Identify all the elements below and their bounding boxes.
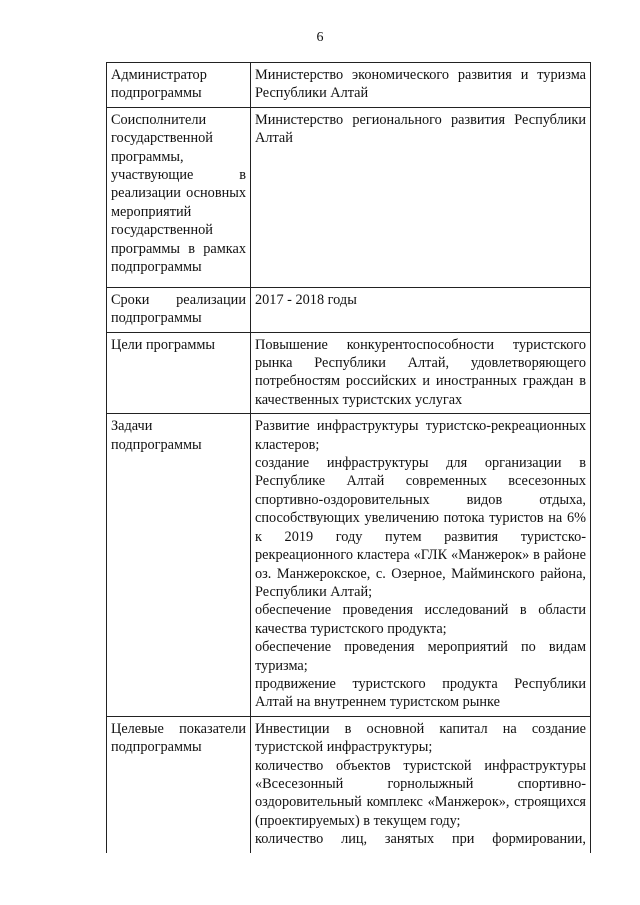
paragraph: продвижение туристского продукта Республики Алтай на внутреннем туристском рынке [255, 675, 586, 711]
row-label-period: Сроки реализации подпрограммы [107, 287, 251, 332]
paragraph: Инвестиции в основной капитал на создание туристской инфраструктуры; [255, 720, 586, 756]
row-label-indicators: Целевые показатели подпрограммы [107, 716, 251, 852]
table-row [107, 414, 591, 717]
table-row [107, 287, 591, 332]
table-row [107, 107, 591, 287]
paragraph: Министерство экономического развития и туризма Республики Алтай [255, 67, 586, 102]
row-value-goals [251, 332, 591, 414]
paragraph: обеспечение проведения исследований в области качества туристского продукта; [255, 602, 586, 637]
row-value-administrator [251, 63, 591, 108]
row-label-co-executors: Соисполнители государственной программы, участвующие в реализации основных мероприятий государственной программы в рамках подпрограммы [107, 107, 251, 287]
table-row [107, 716, 591, 852]
paragraph: Развитие инфраструктуры туристско-рекреационных кластеров; [255, 418, 586, 453]
paragraph: количество лиц, занятых при формировании, [255, 831, 586, 848]
row-label-goals: Цели программы [107, 332, 251, 414]
subprogram-passport-table [106, 62, 591, 853]
row-value-tasks [251, 414, 591, 717]
row-value-co-executors [251, 107, 591, 287]
row-label-administrator: Администратор подпрограммы [107, 63, 251, 108]
paragraph: Министерство регионального развития Республики Алтай [255, 111, 586, 147]
paragraph: Повышение конкурентоспособности туристского рынка Республики Алтай, удовлетворяющего потребностям российских и иностранных граждан в качественных туристских услугах [255, 336, 586, 408]
table-row [107, 332, 591, 414]
page-number: 6 [316, 30, 324, 45]
paragraph: обеспечение проведения мероприятий по видам туризма; [255, 639, 586, 674]
paragraph: создание инфраструктуры для организации в Республике Алтай современных всесезонных спортивно-оздоровительных видов отдыха, способствующих увеличению потока туристов на 6% к 2019 году путем развития туристско-рекреационного кластера «ГЛК «Манжерок» в районе оз. Манжерокское, с. Озерное, Майминского района, Республики Алтай; [255, 455, 586, 600]
paragraph: количество объектов туристской инфраструктуры «Всесезонный горнолыжный спортивно-оздоровительный комплекс «Манжерок», строящихся (проектируемых) в текущем году; [255, 757, 586, 829]
row-value-indicators [251, 716, 591, 852]
row-label-tasks: Задачи подпрограммы [107, 414, 251, 717]
paragraph: 2017 - 2018 годы [255, 291, 357, 308]
table-row [107, 63, 591, 108]
row-value-period [251, 287, 591, 332]
